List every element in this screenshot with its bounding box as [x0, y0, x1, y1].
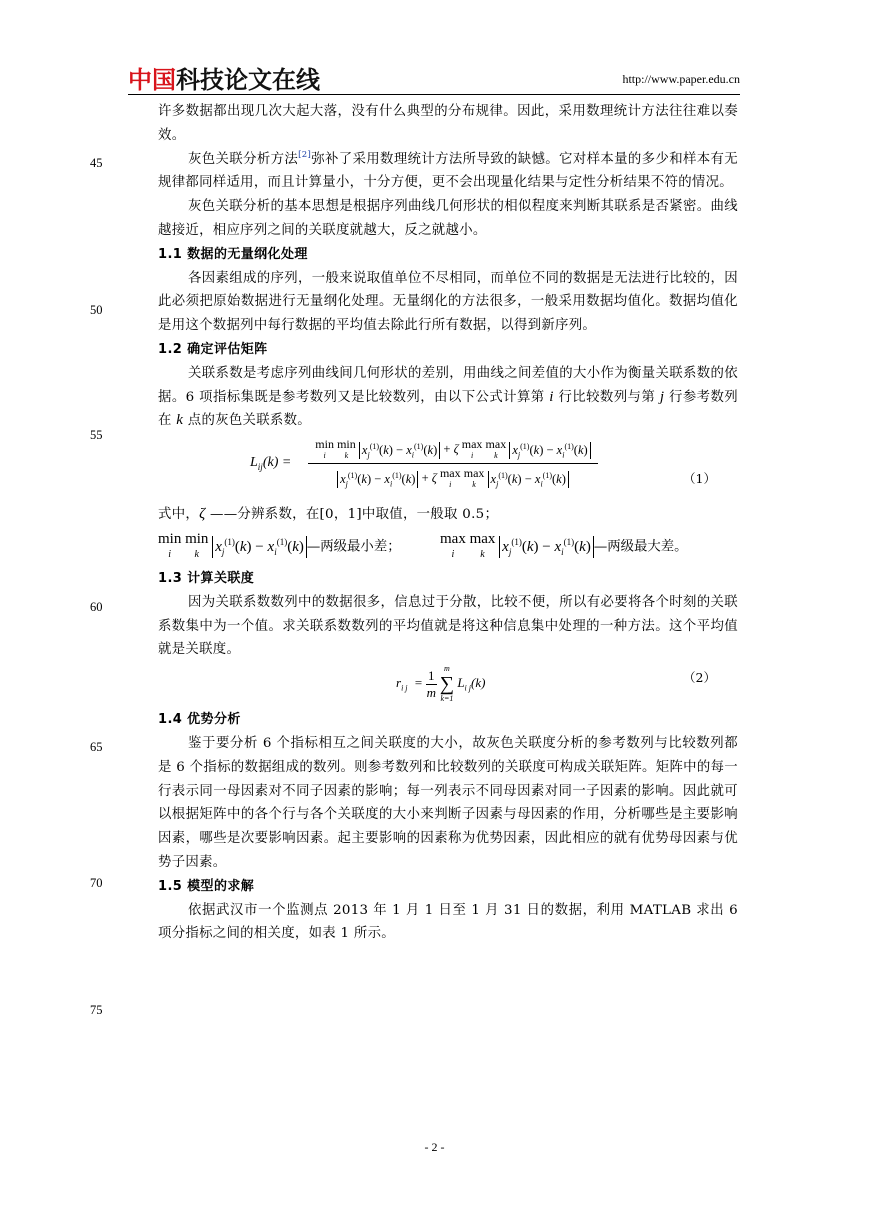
paragraph-relational-degree: 因为关联系数数列中的数据很多，信息过于分散，比较不便，所以有必要将各个时刻的关联系数集中为一个值。求关联系数数列的平均值就是将这种信息集中处理的一种方法。这个平均值就是关联度。	[158, 594, 738, 658]
equation-1	[158, 433, 738, 503]
paragraph-coefficient	[158, 362, 738, 433]
line-number-65: 65	[90, 740, 103, 754]
paragraph-solution: 依据武汉市一个监测点 2013 年 1 月 1 日至 1 月 31 日的数据，利用 MATLAB 求出 6 项分指标之间的相关度，如表 1 所示。	[158, 902, 738, 942]
section-heading-1-2: 1.2 确定评估矩阵	[158, 341, 268, 357]
p4-text-d: 点的灰色关联系数。	[183, 413, 311, 429]
section-heading-1-4: 1.4 优势分析	[158, 712, 241, 728]
line-number-60: 60	[90, 600, 103, 614]
equation-1-fraction	[308, 437, 598, 490]
equation-1-numerator: min i min k $x_j^{(1)}(k) - x_i^{(1)}(k) + \zeta$ max i max k $x_j^{(1)}(k) - x_i^{(1)}(k)$	[308, 437, 598, 461]
paragraph-where	[158, 503, 738, 527]
page-header	[128, 58, 740, 92]
equation-1-number: （1）	[683, 471, 716, 487]
line-number-75: 75	[90, 1003, 103, 1017]
equation-2	[158, 662, 738, 708]
paragraph-basic-idea: 灰色关联分析的基本思想是根据序列曲线几何形状的相似程度来判断其联系是否紧密。曲线越接近，相应序列之间的关联度就越大，反之就越小。	[158, 199, 738, 238]
body-content	[158, 100, 738, 946]
paragraph-dominance: 鉴于要分析 6 个指标相互之间关联度的大小，故灰色关联度分析的参考数列与比较数列都是 6 个指标的数据组成的数列。则参考数列和比较数列的关联度可构成关联矩阵。矩阵中的每一行表示同一母因素对不同子因素的影响；每一列表示不同母因素对同一子因素的影响。因此就可以根据矩阵中的各个行与各个关联度的大小来判断子因素与母因素的作用，分析哪些是主要影响因素，哪些是次要影响因素。起主要影响的因素称为优势因素，因此相应的就有优势母因素与优势子因素。	[158, 735, 738, 870]
site-url[interactable]: http://www.paper.edu.cn	[622, 72, 740, 86]
p4-var-j: j	[659, 388, 665, 405]
p4-text-a: 关联系数是考虑序列曲线间几何形状的差别，用曲线之间差值的大小作为衡量关联系数的依据。6 项指标集既是参考数列又是比较数列，由以下公式计算第	[158, 365, 738, 405]
equation-1-denominator: $x_j^{(1)}(k) - x_i^{(1)}(k) + \zeta$ max i max k $x_j^{(1)}(k) - x_i^{(1)}(k)$	[308, 466, 598, 490]
p4-var-i: i	[549, 388, 554, 405]
max-label: —两级最大差。	[593, 539, 688, 555]
min-max-definitions	[158, 527, 738, 567]
p5-text-b: ——分辨系数，在[0，1]中取值，一般取 0.5；	[205, 507, 499, 523]
line-number-55: 55	[90, 428, 103, 442]
min-label: —两级最小差；	[306, 539, 401, 555]
equation-2-number: （2）	[683, 670, 716, 686]
p5-text-a: 式中，	[158, 507, 200, 523]
logo-black-part: 科技论文在线	[176, 66, 320, 94]
line-number-45: 45	[90, 156, 103, 170]
section-heading-1-5: 1.5 模型的求解	[158, 878, 255, 894]
header-rule	[128, 94, 740, 95]
max-max-expression: max i max k $x_j^{(1)}(k) - x_i^{(1)}(k)$ —两级最大差。	[440, 530, 688, 560]
p4-text-c: 行参考数列在	[158, 389, 738, 429]
section-heading-1-3: 1.3 计算关联度	[158, 570, 255, 586]
equation-1-fraction-bar	[308, 463, 598, 464]
journal-logo	[128, 60, 320, 95]
p4-var-k: k	[176, 412, 184, 429]
paragraph-continued: 许多数据都出现几次大起大落，没有什么典型的分布规律。因此，采用数理统计方法往往难以奏效。	[158, 104, 738, 143]
citation-ref[interactable]: [2]	[298, 149, 312, 160]
logo-red-part: 中国	[128, 66, 176, 94]
page-number: - 2 -	[424, 1140, 445, 1154]
equation-1-lhs: $L_{ij}(k)$ =	[250, 455, 292, 472]
min-min-expression: min i min k $x_j^{(1)}(k) - x_i^{(1)}(k)$ —两级最小差；	[158, 530, 401, 560]
paragraph-grey-method	[158, 148, 738, 196]
p1-text-after: 弥补了采用数理统计方法所导致的缺憾。它对样本量的多少和样本有无规律都同样适用，而且计算量小，十分方便，更不会出现量化结果与定性分析结果不符的情况。	[158, 151, 738, 191]
p1-text-before: 灰色关联分析方法	[188, 151, 299, 167]
line-number-70: 70	[90, 876, 103, 890]
line-number-50: 50	[90, 303, 103, 317]
zeta-symbol: ζ	[199, 506, 206, 523]
paragraph-normalization: 各因素组成的序列，一般来说取值单位不尽相同，而单位不同的数据是无法进行比较的，因此必须把原始数据进行无量纲化处理。无量纲化的方法很多，一般采用数据均值化。数据均值化是用这个数据列中每行数据的平均值去除此行所有数据，以得到新序列。	[158, 270, 738, 334]
p4-text-b: 行比较数列与第	[553, 389, 660, 405]
section-heading-1-1: 1.1 数据的无量纲化处理	[158, 246, 308, 262]
equation-2-expression: $r_{i j}$ = $\frac{1}{m}$ m ∑ k=1 $L_{i j}(k)$	[396, 664, 486, 704]
